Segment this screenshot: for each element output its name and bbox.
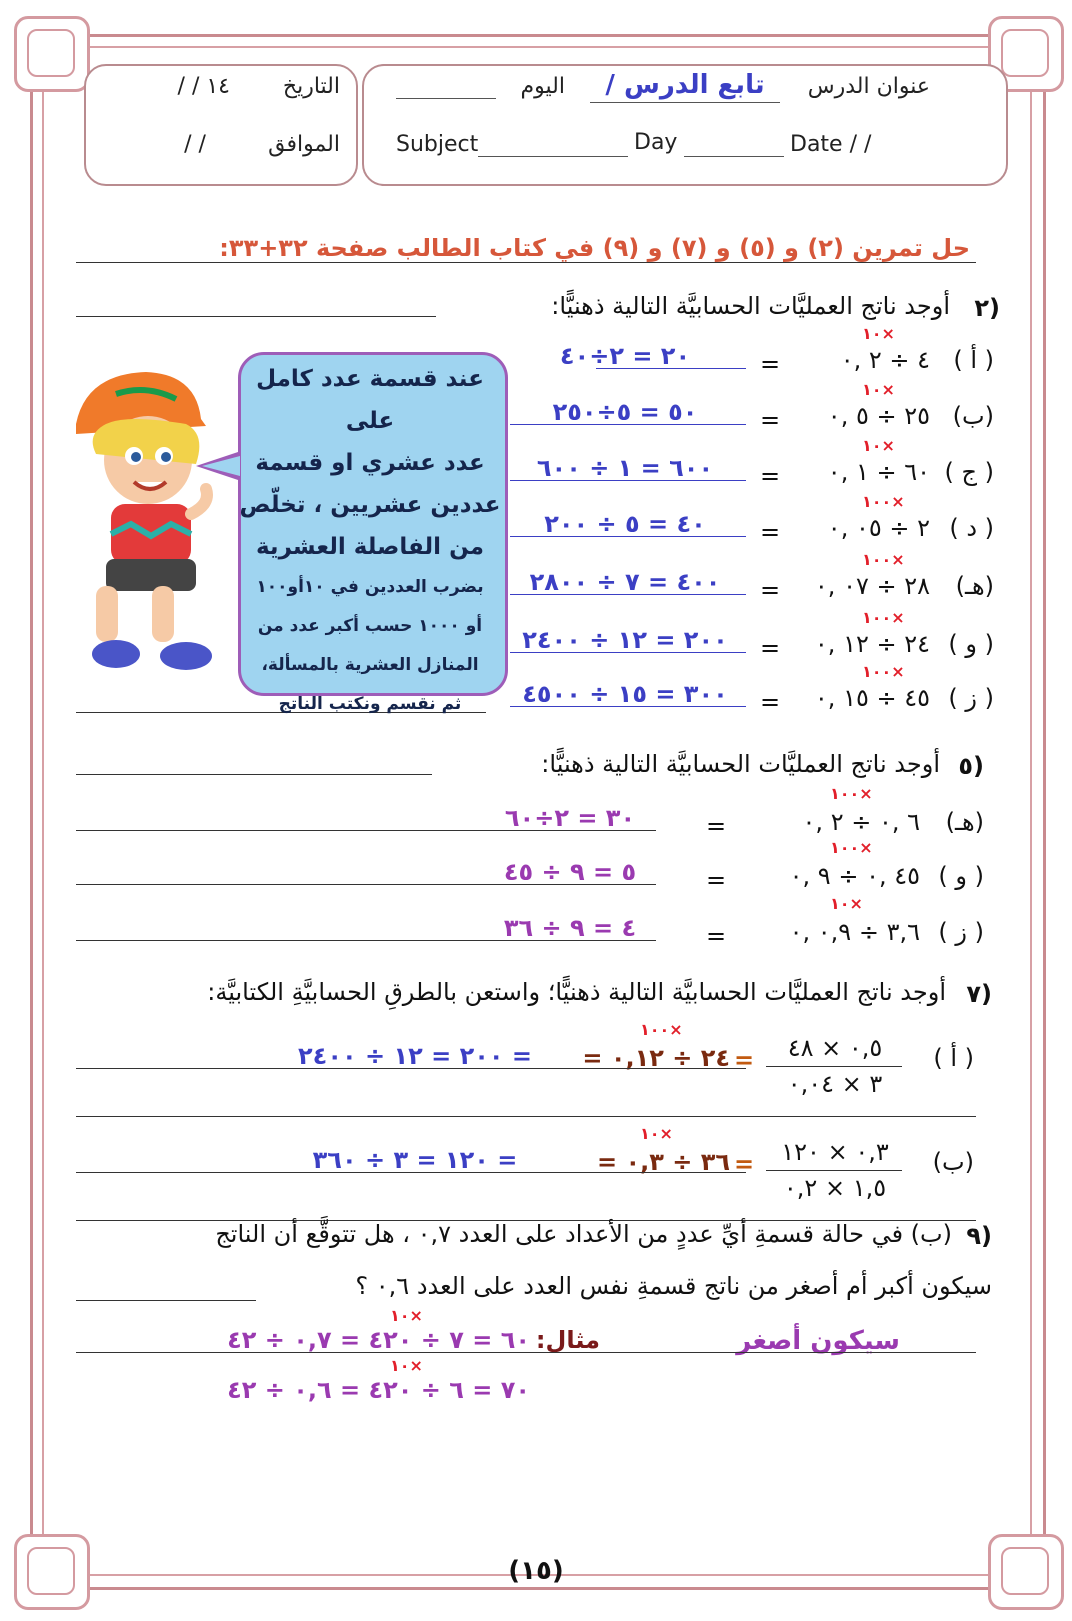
q2-item-mark: ١٠٠× [862, 608, 905, 627]
q7-item-fraction-bar [766, 1170, 902, 1171]
corner-ornament-bottom-right [988, 1534, 1064, 1610]
q5-item-expr: ٦ ,٠ ÷ ٢ ,٠ [802, 808, 920, 836]
q9-answer-line [76, 1352, 976, 1353]
q2-item-mark: ١٠٠× [862, 662, 905, 681]
q9-mark-2: ١٠× [390, 1356, 423, 1375]
q5-item-line [76, 884, 656, 885]
page-number: (١٥) [508, 1556, 564, 1586]
q5-number: ٥) [958, 752, 984, 780]
q9-answer-word: سيكون أصغر [736, 1326, 900, 1356]
q7-item-mark: ١٠٠× [640, 1020, 683, 1039]
q2-item-line [510, 424, 746, 425]
q2-item-expr: ٤٥ ÷ ١٥ ,٠ [814, 684, 930, 712]
q2-item-equals: = [760, 688, 781, 716]
q7-item-numerator: ٠,٣ × ١٢٠ [781, 1138, 889, 1166]
q2-item-mark: ١٠٠× [862, 492, 905, 511]
day-label-en: Day [634, 130, 678, 155]
corner-ornament-bottom-left [14, 1534, 90, 1610]
q2-item-expr: ٢ ÷ ٠٥ ,٠ [827, 514, 930, 542]
q2-item-line [510, 706, 746, 707]
q7-text: أوجد ناتج العمليَّات الحسابيَّة التالية ذهنيًّا؛ واستعن بالطرقِ الحسابيَّةِ الكتابيَّة: [207, 978, 946, 1006]
q5-item-line [76, 940, 656, 941]
q9-line [76, 1300, 256, 1301]
q2-item-mark: ١٠× [862, 380, 895, 399]
subject-label-en: Subject [396, 132, 479, 157]
q2-item-expr: ٦٠ ÷ ١ ,٠ [827, 458, 930, 486]
q5-item-mark: ١٠× [830, 894, 863, 913]
q2-text: أوجد ناتج العمليَّات الحسابيَّة التالية ذهنيًّا: [551, 292, 950, 320]
q5-item-mark: ١٠٠× [830, 838, 873, 857]
day-line-en [684, 156, 784, 157]
q9-example-label: مثال: [535, 1326, 600, 1354]
q5-item-line [76, 830, 656, 831]
q5-item-label: ( ز ) [938, 918, 984, 946]
q2-item-label: ( ز ) [948, 684, 994, 712]
date-label: التاريخ [282, 74, 340, 99]
q5-item-answer: ٤ = ٩ ÷ ٣٦ [503, 914, 637, 942]
bubble-line: عددين عشريين ، تخلّص [239, 492, 501, 518]
bubble-line: المنازل العشرية بالمسألة، [261, 655, 479, 675]
q2-item-label: (ب) [952, 402, 994, 430]
q7-item-mark: ١٠× [640, 1124, 673, 1143]
q2-item-expr: ٢٥ ÷ ٥ ,٠ [827, 402, 930, 430]
q7-item-line-2 [76, 1116, 976, 1117]
bubble-line: من الفاصلة العشرية [255, 534, 485, 560]
q7-item-answer: ٢٠٠ = ١٢ ÷ ٢٤٠٠ = [298, 1042, 532, 1070]
q9-line2: سيكون أكبر أم أصغر من ناتج قسمةِ نفس العدد على العدد ٠,٦ ؟ [355, 1272, 992, 1300]
task-title: حل تمرين (٢) و (٥) و (٧) و (٩) في كتاب الطالب صفحة ٣٢+٣٣: [219, 234, 970, 262]
q2-item-answer: ٤٠ = ٥ ÷ ٢٠٠ [544, 510, 706, 538]
q5-item-label: ( و ) [938, 862, 984, 890]
q2-item-line [510, 594, 746, 595]
q5-item-label: (هـ) [945, 808, 984, 836]
date-label-en: Date / / [790, 132, 872, 157]
q5-item-answer: ٥ = ٩ ÷ ٤٥ [503, 858, 637, 886]
q2-item-mark: ١٠× [862, 324, 895, 343]
q5-item-equals: = [706, 866, 727, 894]
q2-item-expr: ٢٤ ÷ ١٢ ,٠ [814, 630, 930, 658]
lesson-title-label: عنوان الدرس [807, 74, 930, 99]
q9-example2: ٧٠ = ٦ ÷ ٤٢٠ = ٠,٦ ÷ ٤٢ [227, 1376, 530, 1404]
bubble-line: ثم نقسم ونكتب الناتج [278, 694, 462, 714]
q2-item-equals: = [760, 634, 781, 662]
q2-item-answer: ٥٠ = ٥÷٢٥٠ [552, 398, 698, 426]
q2-item-equals: = [760, 406, 781, 434]
q7-item-line [76, 1068, 746, 1069]
q2-line [76, 316, 436, 317]
q7-item-numerator: ٠,٥ × ٤٨ [787, 1034, 883, 1062]
q7-item-denominator: ١,٥ × ٠,٢ [783, 1174, 887, 1202]
q2-item-equals: = [760, 518, 781, 546]
q2-item-line [510, 652, 746, 653]
q5-item-answer: ٣٠ = ٢÷٦٠ [504, 804, 636, 832]
q2-item-equals: = [760, 350, 781, 378]
q9-line1: (ب) في حالة قسمةِ أيِّ عددٍ من الأعداد على العدد ٠,٧ ، هل تتوقَّع أن الناتج [215, 1220, 952, 1248]
q9-number: ٩) [966, 1222, 992, 1250]
lesson-title-line [590, 102, 780, 103]
q2-item-answer: ٦٠٠ = ١ ÷ ٦٠٠ [536, 454, 714, 482]
q2-item-label: ( و ) [948, 630, 994, 658]
bubble-line: أو ١٠٠٠ حسب أكبر عدد من [257, 616, 483, 636]
q2-item-expr: ٤ ÷ ٢ ,٠ [840, 346, 930, 374]
q9-mark-1: ١٠× [390, 1306, 423, 1325]
q7-item-equals: = [734, 1150, 755, 1178]
q7-number: ٧) [966, 980, 992, 1008]
q2-item-answer: ٢٠٠ = ١٢ ÷ ٢٤٠٠ [522, 626, 728, 654]
corner-ornament-top-left [14, 16, 90, 92]
bubble-line: عدد عشري او قسمة [255, 450, 485, 476]
q5-item-equals: = [706, 812, 727, 840]
q2-item-line [510, 536, 746, 537]
q2-item-answer: ٢٠ = ٢÷٤٠ [559, 342, 691, 370]
q7-item-label: ( أ ) [933, 1044, 974, 1072]
q2-item-mark: ١٠٠× [862, 550, 905, 569]
date-value: / / ١٤ [177, 74, 230, 99]
q5-line [76, 774, 432, 775]
lesson-title-value: تابع الدرس / [605, 70, 765, 100]
corresponding-label: الموافق [268, 132, 340, 157]
q7-item-work: = ٢٤ ÷ ٠,١٢ [582, 1044, 730, 1072]
q2-number: ٢) [974, 294, 1000, 322]
q2-item-label: ( د ) [949, 514, 994, 542]
q2-item-answer: ٤٠٠ = ٧ ÷ ٢٨٠٠ [529, 568, 721, 596]
q7-item-work: = ٣٦ ÷ ٠,٣ [596, 1148, 730, 1176]
title-line [76, 262, 976, 263]
q7-item-line [76, 1172, 746, 1173]
q2-item-line [510, 480, 746, 481]
q5-text: أوجد ناتج العمليَّات الحسابيَّة التالية ذهنيًّا: [541, 750, 940, 778]
corresponding-value: / / [184, 132, 206, 157]
q7-item-equals: = [734, 1046, 755, 1074]
q5-item-expr: ٣,٦ ÷ ٠,٩ ,٠ [789, 918, 920, 946]
q7-item-label: (ب) [932, 1148, 974, 1176]
q5-item-equals: = [706, 922, 727, 950]
q2-item-label: ( ج ) [944, 458, 994, 486]
q2-item-equals: = [760, 462, 781, 490]
q7-item-denominator: ٣ × ٠,٠٤ [787, 1070, 883, 1098]
subject-line [478, 156, 628, 157]
q2-item-expr: ٢٨ ÷ ٠٧ ,٠ [814, 572, 930, 600]
q2-item-answer: ٣٠٠ = ١٥ ÷ ٤٥٠٠ [522, 680, 728, 708]
q7-item-answer: ١٢٠ = ٣ ÷ ٣٦٠ = [312, 1146, 518, 1174]
q2-item-label: (هـ) [955, 572, 994, 600]
q2-item-label: ( أ ) [953, 346, 994, 374]
q9-example1: ٦٠ = ٧ ÷ ٤٢٠ = ٠,٧ ÷ ٤٢ [227, 1326, 530, 1354]
q2-item-line [596, 368, 746, 369]
q5-item-mark: ١٠٠× [830, 784, 873, 803]
tip-bubble-text [238, 358, 502, 724]
day-label: اليوم [520, 74, 565, 99]
bubble-line: عند قسمة عدد كامل على [256, 366, 484, 434]
bubble-line: بضرب العددين في ١٠أو١٠٠ [256, 577, 484, 597]
q7-item-fraction-bar [766, 1066, 902, 1067]
q5-item-expr: ٤٥ ,٠ ÷ ٩ ,٠ [789, 862, 920, 890]
q2-item-equals: = [760, 576, 781, 604]
day-line [396, 98, 496, 99]
q2-item-mark: ١٠× [862, 436, 895, 455]
cartoon-boy-illustration [56, 364, 226, 680]
